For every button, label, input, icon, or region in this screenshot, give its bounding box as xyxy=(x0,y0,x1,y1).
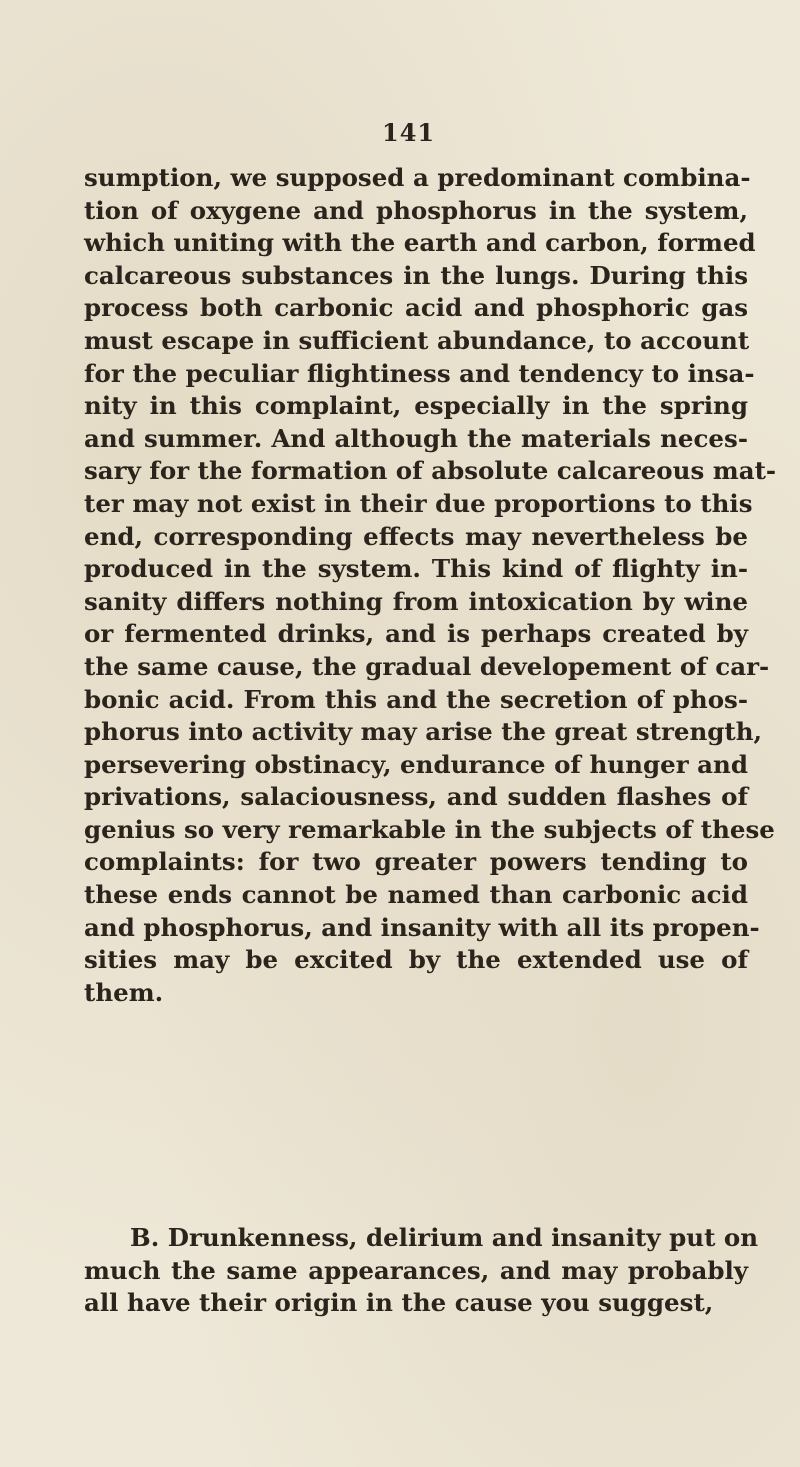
text-line: and phosphorus, and insanity with all its propen- xyxy=(84,912,760,942)
text-line: sanity differs nothing from intoxication by wine xyxy=(84,586,748,616)
text-line: must escape in sufficient abundance, to account xyxy=(84,325,750,355)
text-line: complaints: for two greater powers tending to xyxy=(84,847,748,877)
text-line: persevering obstinacy, endurance of hunger and xyxy=(84,749,748,779)
text-line: all have their origin in the cause you suggest, xyxy=(84,1288,714,1318)
text-line: and summer. And although the materials neces- xyxy=(84,423,748,453)
text-line: bonic acid. From this and the secretion of phos- xyxy=(84,684,748,714)
text-line: ter may not exist in their due proportions to this xyxy=(84,488,753,518)
text-line: nity in this complaint, especially in the spring xyxy=(84,391,748,421)
text-line: these ends cannot be named than carbonic acid xyxy=(84,880,748,910)
text-line: sumption, we supposed a predominant combina- xyxy=(84,163,751,192)
text-line: them. xyxy=(84,977,164,1007)
text-line: for the peculiar flightiness and tendency to insa- xyxy=(84,358,755,388)
text-line: privations, salaciousness, and sudden flashes of xyxy=(84,782,748,812)
paragraph-2 xyxy=(84,1222,759,1320)
text-line: produced in the system. This kind of flighty in- xyxy=(84,554,748,584)
paragraph-1 xyxy=(84,162,777,1009)
text-line: end, corresponding effects may nevertheless be xyxy=(84,521,748,551)
text-line: much the same appearances, and may probably xyxy=(84,1255,748,1285)
text-line: sary for the formation of absolute calcareous mat- xyxy=(84,456,777,486)
text-line: phorus into activity may arise the great strength, xyxy=(84,717,763,747)
text-line: which uniting with the earth and carbon, formed xyxy=(84,228,756,258)
text-line: the same cause, the gradual developement of car- xyxy=(84,651,770,681)
text-line: or fermented drinks, and is perhaps created by xyxy=(84,619,748,649)
text-line: sities may be excited by the extended use of xyxy=(84,945,748,975)
text-line: genius so very remarkable in the subjects of these xyxy=(84,814,775,844)
text-line: tion of oxygene and phosphorus in the system, xyxy=(84,195,748,225)
page-number: 141 xyxy=(382,118,436,147)
text-line: calcareous substances in the lungs. During this xyxy=(84,260,748,290)
text-line: B. Drunkenness, delirium and insanity put on xyxy=(130,1223,759,1252)
text-line: process both carbonic acid and phosphoric gas xyxy=(84,293,748,323)
